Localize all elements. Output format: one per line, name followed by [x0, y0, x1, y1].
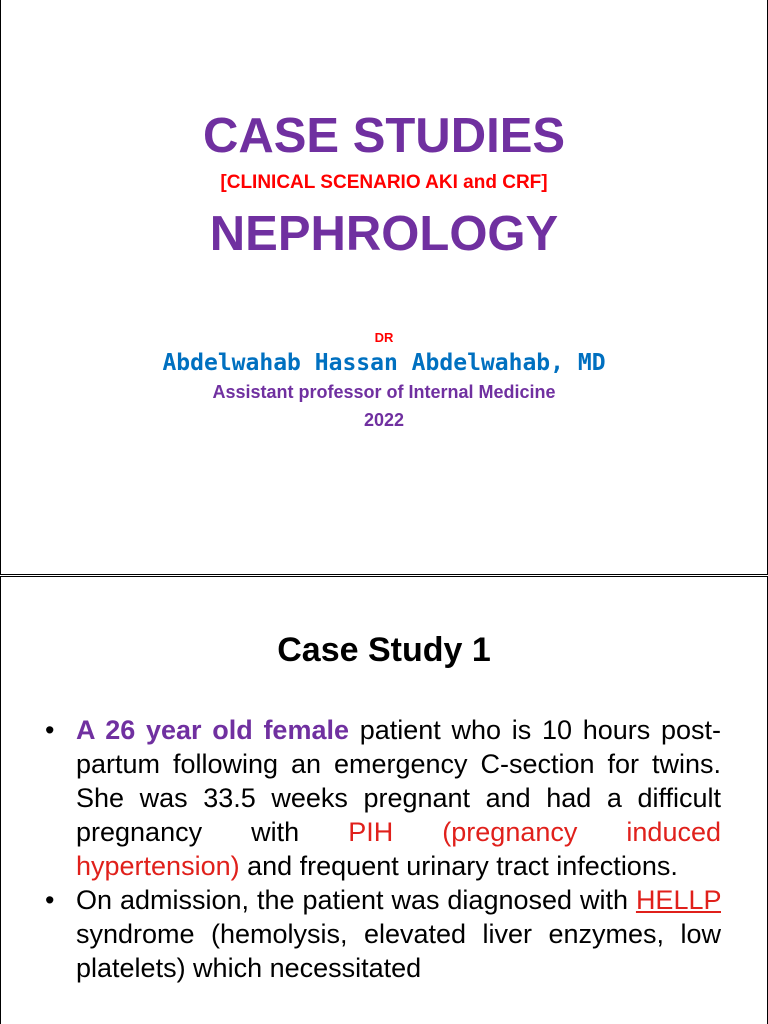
bullet-icon: •: [45, 715, 55, 745]
author-role: Assistant professor of Internal Medicine: [212, 382, 556, 402]
case-study-slide: [0, 576, 768, 1024]
bullet-1-text-a: patient who is 10 hours post-partum following an emergency C-section for twins. She was 33.5 weeks pregnant and had a difficult pregnancy with: [76, 715, 721, 847]
author-name: Abdelwahab Hassan Abdelwahab, MD: [162, 350, 606, 376]
bullet-icon: •: [45, 885, 55, 915]
bullet-2-text-b: syndrome (hemolysis, elevated liver enzymes, low platelets) which necessitated: [76, 919, 721, 983]
pih-text: PIH (pregnancy induced hypertension): [76, 817, 721, 881]
patient-highlight: A 26 year old female: [76, 715, 349, 745]
hellp-text: HELLP: [635, 885, 721, 915]
bullet-1-text-b: and frequent urinary tract infections.: [239, 851, 678, 881]
dr-label: DR: [374, 330, 394, 345]
case-bullet-2: [45, 883, 721, 985]
presentation-year: 2022: [363, 410, 405, 430]
case-study-title: Case Study 1: [277, 631, 491, 669]
specialty-title: NEPHROLOGY: [209, 207, 559, 261]
case-bullet-list: [45, 713, 721, 985]
slide-title: CASE STUDIES: [202, 109, 566, 163]
bullet-2-text-a: On admission, the patient was diagnosed with: [76, 885, 636, 915]
slide-subtitle: [CLINICAL SCENARIO AKI and CRF]: [220, 172, 548, 193]
case-bullet-1: [45, 713, 721, 883]
